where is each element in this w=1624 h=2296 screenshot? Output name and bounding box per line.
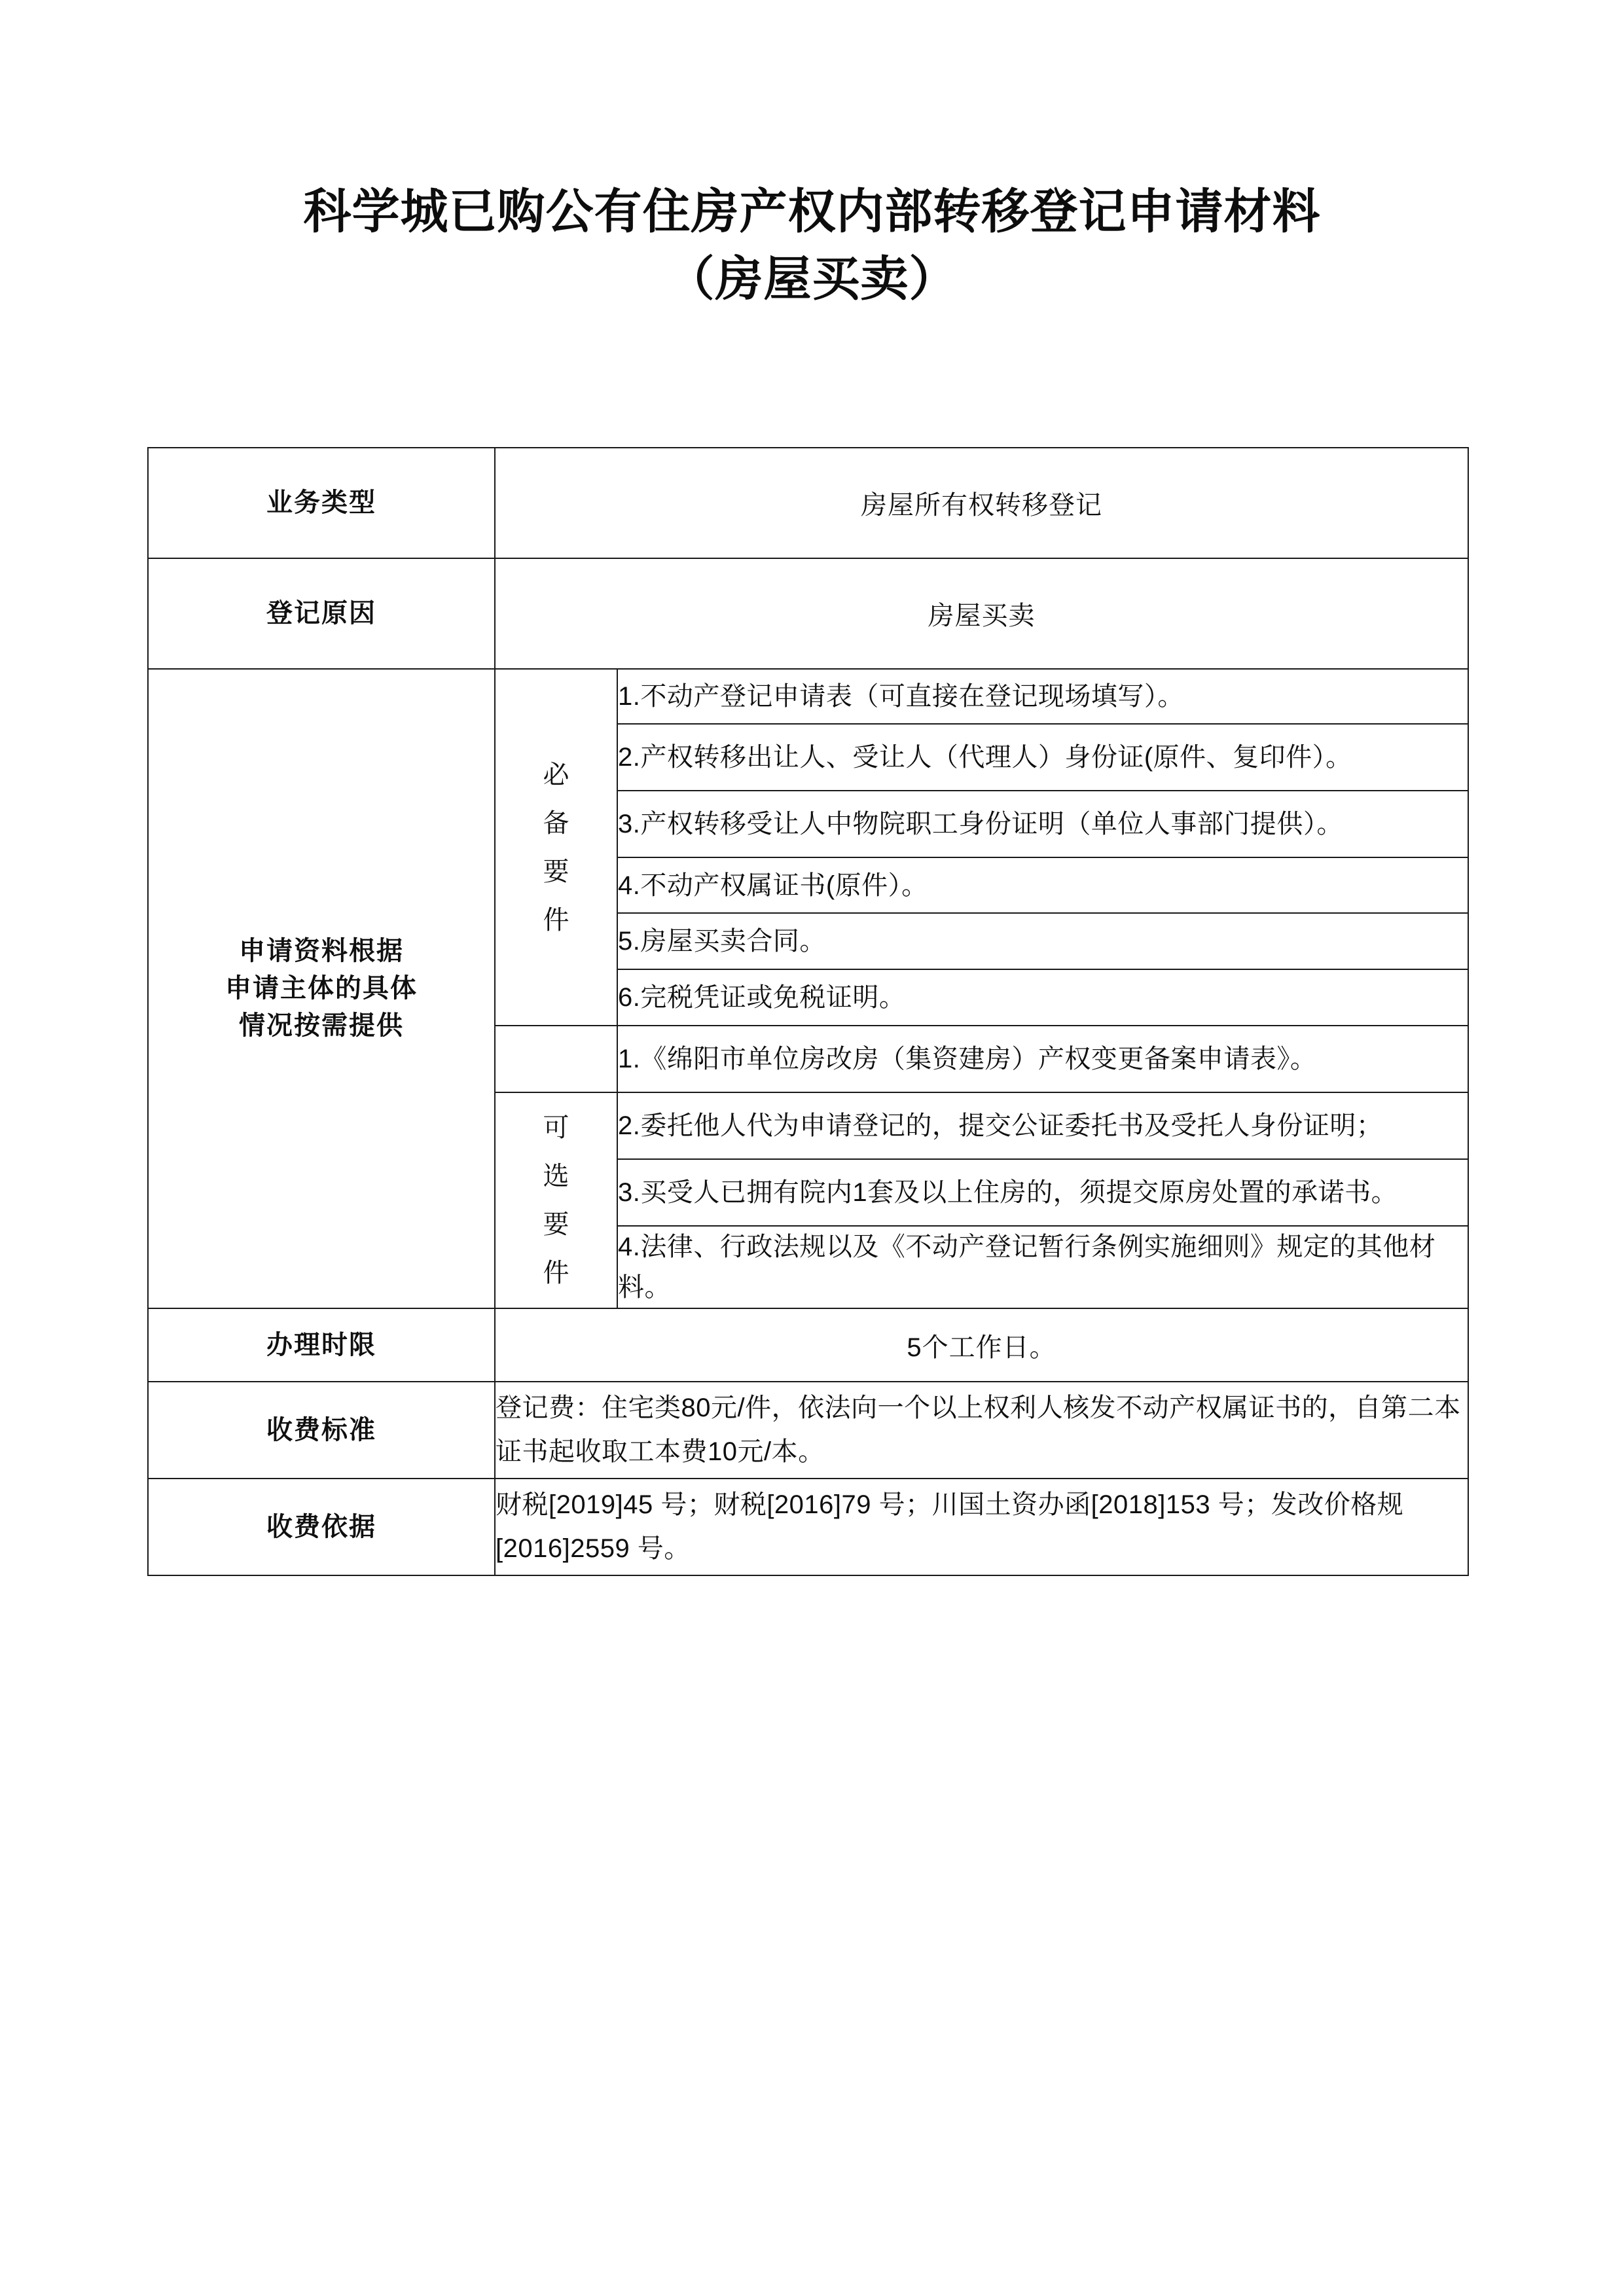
row-label-application-materials <box>148 669 495 1308</box>
page-title-line-2: （房屋买卖） <box>666 253 958 306</box>
row-value-fee-basis: 财税[2019]45 号；财税[2016]79 号；川国土资办函[2018]153 号；发改价格规[2016]2559 号。 <box>495 1479 1468 1575</box>
required-material-item: 3.产权转移受让人中物院职工身份证明（单位人事部门提供）。 <box>617 791 1468 857</box>
table-row-business-type <box>148 448 1468 558</box>
table-row-processing-time <box>148 1308 1468 1382</box>
row-label-fee-basis: 收费依据 <box>148 1479 495 1575</box>
required-material-item: 2.产权转移出让人、受让人（代理人）身份证(原件、复印件）。 <box>617 724 1468 791</box>
optional-material-item: 3.买受人已拥有院内1套及以上住房的，须提交原房处置的承诺书。 <box>617 1159 1468 1226</box>
table-row-registration-reason <box>148 558 1468 669</box>
row-value-business-type: 房屋所有权转移登记 <box>495 448 1468 558</box>
row-label-processing-time: 办理时限 <box>148 1308 495 1382</box>
required-label-char-2: 备 <box>543 808 569 838</box>
optional-label-spacer-cell <box>495 1026 617 1092</box>
materials-label-line-3: 情况按需提供 <box>239 1011 404 1040</box>
row-value-fee-standard: 登记费：住宅类80元/件，依法向一个以上权利人核发不动产权属证书的，自第二本证书起收取工本费10元/本。 <box>495 1382 1468 1479</box>
optional-label-char-2: 选 <box>543 1162 569 1191</box>
table-row-fee-basis <box>148 1479 1468 1575</box>
required-material-item: 5.房屋买卖合同。 <box>617 913 1468 969</box>
optional-label-char-4: 件 <box>543 1259 569 1287</box>
row-label-registration-reason: 登记原因 <box>148 558 495 669</box>
optional-material-item: 4.法律、行政法规以及《不动产登记暂行条例实施细则》规定的其他材料。 <box>617 1226 1468 1308</box>
optional-label-char-3: 要 <box>543 1210 569 1239</box>
required-label-char-1: 必 <box>543 760 569 789</box>
table-row-required-item-1 <box>148 669 1468 724</box>
required-material-item: 1.不动产登记申请表（可直接在登记现场填写）。 <box>617 669 1468 724</box>
optional-material-item: 2.委托他人代为申请登记的，提交公证委托书及受托人身份证明； <box>617 1092 1468 1159</box>
table-row-fee-standard <box>148 1382 1468 1479</box>
required-material-item: 4.不动产权属证书(原件）。 <box>617 857 1468 913</box>
page-title <box>0 178 1624 313</box>
row-value-registration-reason: 房屋买卖 <box>495 558 1468 669</box>
materials-label-line-2: 申请主体的具体 <box>225 974 418 1003</box>
row-label-fee-standard: 收费标准 <box>148 1382 495 1479</box>
application-materials-table <box>147 447 1469 1576</box>
page-title-line-1: 科学城已购公有住房产权内部转移登记申请材料 <box>303 185 1321 238</box>
optional-material-item: 1.《绵阳市单位房改房（集资建房）产权变更备案申请表》。 <box>617 1026 1468 1092</box>
row-value-processing-time: 5个工作日。 <box>495 1308 1468 1382</box>
optional-label-char-1: 可 <box>543 1113 569 1142</box>
optional-materials-vertical-label <box>495 1092 617 1308</box>
row-label-business-type: 业务类型 <box>148 448 495 558</box>
required-label-char-3: 要 <box>543 857 569 886</box>
required-label-char-4: 件 <box>543 905 569 935</box>
materials-label-line-1: 申请资料根据 <box>239 937 404 965</box>
required-material-item: 6.完税凭证或免税证明。 <box>617 969 1468 1026</box>
required-materials-vertical-label <box>495 669 617 1026</box>
